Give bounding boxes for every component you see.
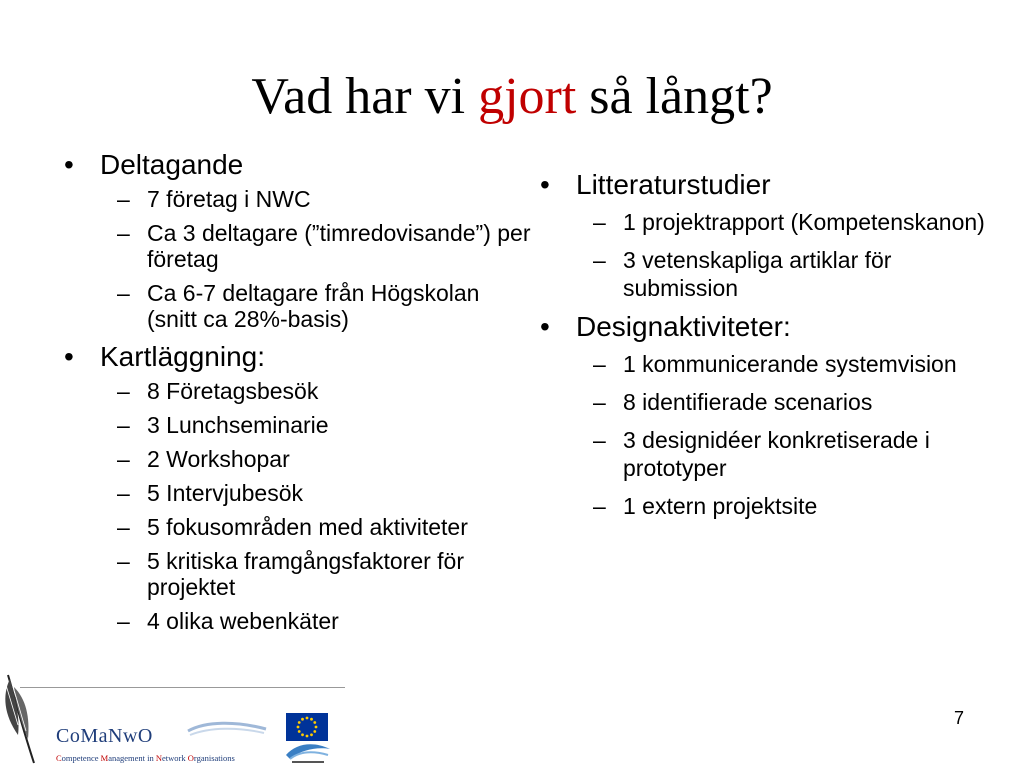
sub-bullet-text: 7 företag i NWC <box>147 186 311 212</box>
dash-icon: – <box>117 378 130 404</box>
bullet-icon: • <box>540 311 550 342</box>
dash-icon: – <box>117 446 130 472</box>
dash-icon: – <box>593 493 606 519</box>
dash-icon: – <box>117 220 130 246</box>
right-column <box>538 170 988 530</box>
sub-bullet-text: Ca 6-7 deltagare från Högskolan (snitt ca 28%-basis) <box>147 280 480 332</box>
sub-bullet-text: 2 Workshopar <box>147 446 290 472</box>
sub-bullet-text: 1 extern projektsite <box>623 493 818 519</box>
sub-bullet-text: 1 kommunicerande systemvision <box>623 351 957 377</box>
dash-icon: – <box>117 514 130 540</box>
eu-flag-icon <box>286 713 328 741</box>
dash-icon: – <box>593 389 606 415</box>
bullet-label: Deltagande <box>100 149 244 180</box>
sub-bullet-text: 1 projektrapport (Kompetenskanon) <box>623 209 985 235</box>
sub-bullet <box>117 480 532 506</box>
hogskolan-vast-logo-icon <box>284 739 332 765</box>
brand-name: CoMaNwO <box>56 725 153 747</box>
bullet-label: Kartläggning: <box>100 341 266 372</box>
bullet-label: Designaktiviteter: <box>576 311 791 342</box>
sub-bullet-text: 5 kritiska framgångsfaktorer för projektet <box>147 548 465 600</box>
sub-bullet-text: 3 Lunchseminarie <box>147 412 329 438</box>
tagline-letter: C <box>56 753 62 763</box>
tagline-letter: M <box>100 753 109 763</box>
tagline-word: rganisations <box>193 753 235 763</box>
tagline-word: ompetence <box>61 753 101 763</box>
sub-bullet <box>593 492 988 520</box>
dash-icon: – <box>117 186 130 212</box>
dash-icon: – <box>117 412 130 438</box>
sub-bullet <box>117 378 532 404</box>
sub-bullet-text: 5 Intervjubesök <box>147 480 303 506</box>
sub-bullet-text: Ca 3 deltagare (”timredovisande”) per företag <box>147 220 531 272</box>
title-part-after: så långt? <box>589 68 773 125</box>
bullet-icon: • <box>64 149 74 180</box>
brand-tagline <box>56 753 235 763</box>
bullet-icon: • <box>540 169 550 200</box>
dash-icon: – <box>117 608 130 634</box>
dash-icon: – <box>593 351 606 377</box>
dash-icon: – <box>593 209 606 235</box>
sub-bullet <box>117 446 532 472</box>
bullet-icon: • <box>64 341 74 372</box>
sub-bullet <box>593 388 988 416</box>
sub-bullet-text: 5 fokusområden med aktiviteter <box>147 514 468 540</box>
footer-logo-area <box>0 665 340 768</box>
dash-icon: – <box>117 548 130 574</box>
feather-logo-icon <box>0 665 60 768</box>
page-number: 7 <box>953 708 964 728</box>
sub-bullet-text: 4 olika webenkäter <box>147 608 339 634</box>
tagline-letter: N <box>155 753 163 763</box>
sub-bullet <box>117 412 532 438</box>
tagline-letter: O <box>187 753 194 763</box>
slide-title <box>0 66 1024 128</box>
sub-bullet <box>593 350 988 378</box>
sub-bullet-text: 3 designidéer konkretiserade i prototyper <box>623 427 930 481</box>
tagline-word: anagement in <box>108 753 156 763</box>
dash-icon: – <box>117 280 130 306</box>
bullet-label: Litteraturstudier <box>576 169 771 200</box>
tagline-word: etwork <box>162 753 188 763</box>
footer-divider <box>20 687 345 688</box>
sub-bullet <box>117 608 532 634</box>
sub-bullet-text: 8 Företagsbesök <box>147 378 319 404</box>
sub-bullet <box>593 208 988 236</box>
dash-icon: – <box>593 427 606 453</box>
bullet-kartlaggning <box>62 342 532 372</box>
bullet-designaktiviteter <box>538 312 988 342</box>
bullet-deltagande <box>62 150 532 180</box>
sub-bullet <box>117 514 532 540</box>
title-part-before: Vad har vi <box>251 68 466 125</box>
dash-icon: – <box>593 247 606 273</box>
dash-icon: – <box>117 480 130 506</box>
sub-bullet <box>593 426 988 482</box>
network-logo-icon <box>186 717 268 739</box>
sub-bullet <box>117 220 532 272</box>
sub-bullet <box>117 186 532 212</box>
left-column <box>62 150 532 642</box>
sub-bullet-text: 8 identifierade scenarios <box>623 389 873 415</box>
sub-bullet <box>593 246 988 302</box>
bullet-litteraturstudier <box>538 170 988 200</box>
sub-bullet <box>117 548 532 600</box>
sub-bullet-text: 3 vetenskapliga artiklar för submission <box>623 247 892 301</box>
title-highlight: gjort <box>478 68 577 125</box>
sub-bullet <box>117 280 532 332</box>
